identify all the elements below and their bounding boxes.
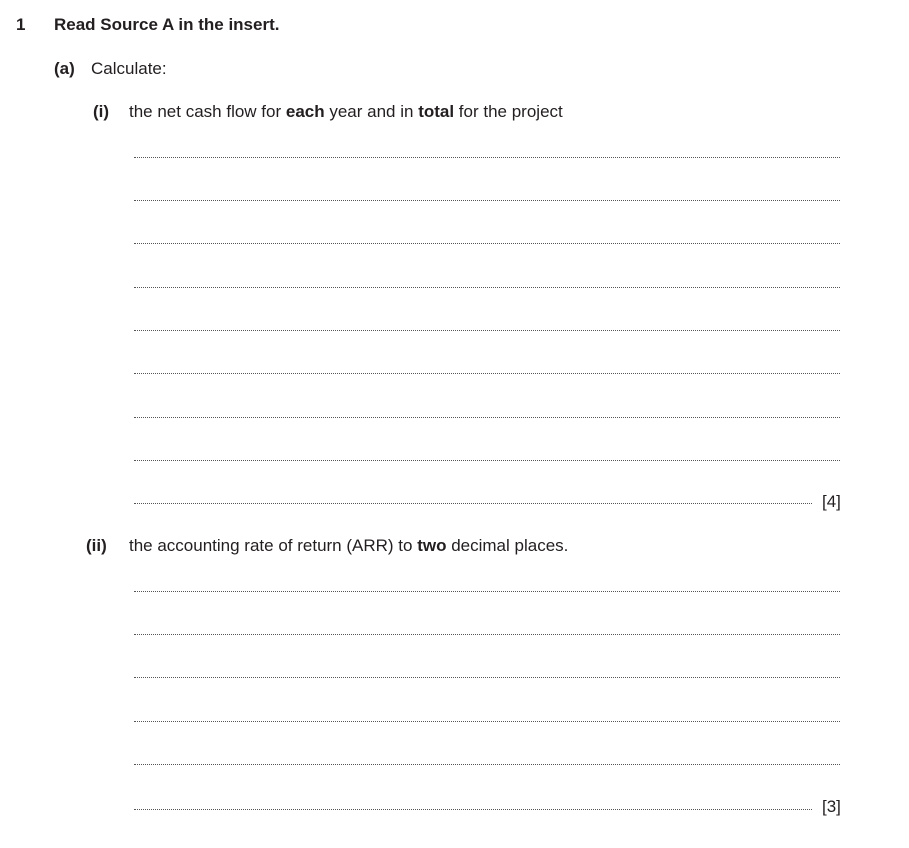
answer-line[interactable] (134, 200, 840, 201)
answer-line[interactable] (134, 809, 812, 810)
sub-question-ii-label: (ii) (86, 536, 107, 555)
answer-line[interactable] (134, 634, 840, 635)
sub-question-i-text-part: year and in (324, 102, 419, 121)
answer-line[interactable] (134, 591, 840, 592)
answer-line[interactable] (134, 460, 840, 461)
sub-question-i-text (129, 103, 563, 120)
question-heading: Read Source A in the insert. (54, 15, 280, 34)
question-number: 1 (16, 15, 26, 34)
sub-question-ii-text-part: decimal places. (446, 536, 569, 555)
sub-question-i-label: (i) (93, 102, 110, 121)
sub-question-i-bold-each: each (285, 102, 325, 121)
part-a-label: (a) (54, 59, 75, 78)
answer-line[interactable] (134, 330, 840, 331)
answer-line[interactable] (134, 157, 840, 158)
answer-line[interactable] (134, 243, 840, 244)
answer-line[interactable] (134, 677, 840, 678)
marks-allocation-i: [4] (822, 492, 841, 511)
answer-line[interactable] (134, 503, 812, 504)
answer-line[interactable] (134, 764, 840, 765)
answer-line[interactable] (134, 417, 840, 418)
marks-allocation-ii: [3] (822, 797, 841, 816)
sub-question-ii-text-part: the accounting rate of return (ARR) to (129, 536, 418, 555)
part-a-instruction: Calculate: (91, 59, 167, 78)
sub-question-ii-text (129, 537, 568, 554)
sub-question-i-text-part: the net cash flow for (129, 102, 286, 121)
sub-question-i-bold-total: total (418, 102, 455, 121)
answer-line[interactable] (134, 373, 840, 374)
answer-line[interactable] (134, 287, 840, 288)
answer-line[interactable] (134, 721, 840, 722)
sub-question-i-text-part: for the project (454, 102, 563, 121)
sub-question-ii-bold-two: two (417, 536, 447, 555)
